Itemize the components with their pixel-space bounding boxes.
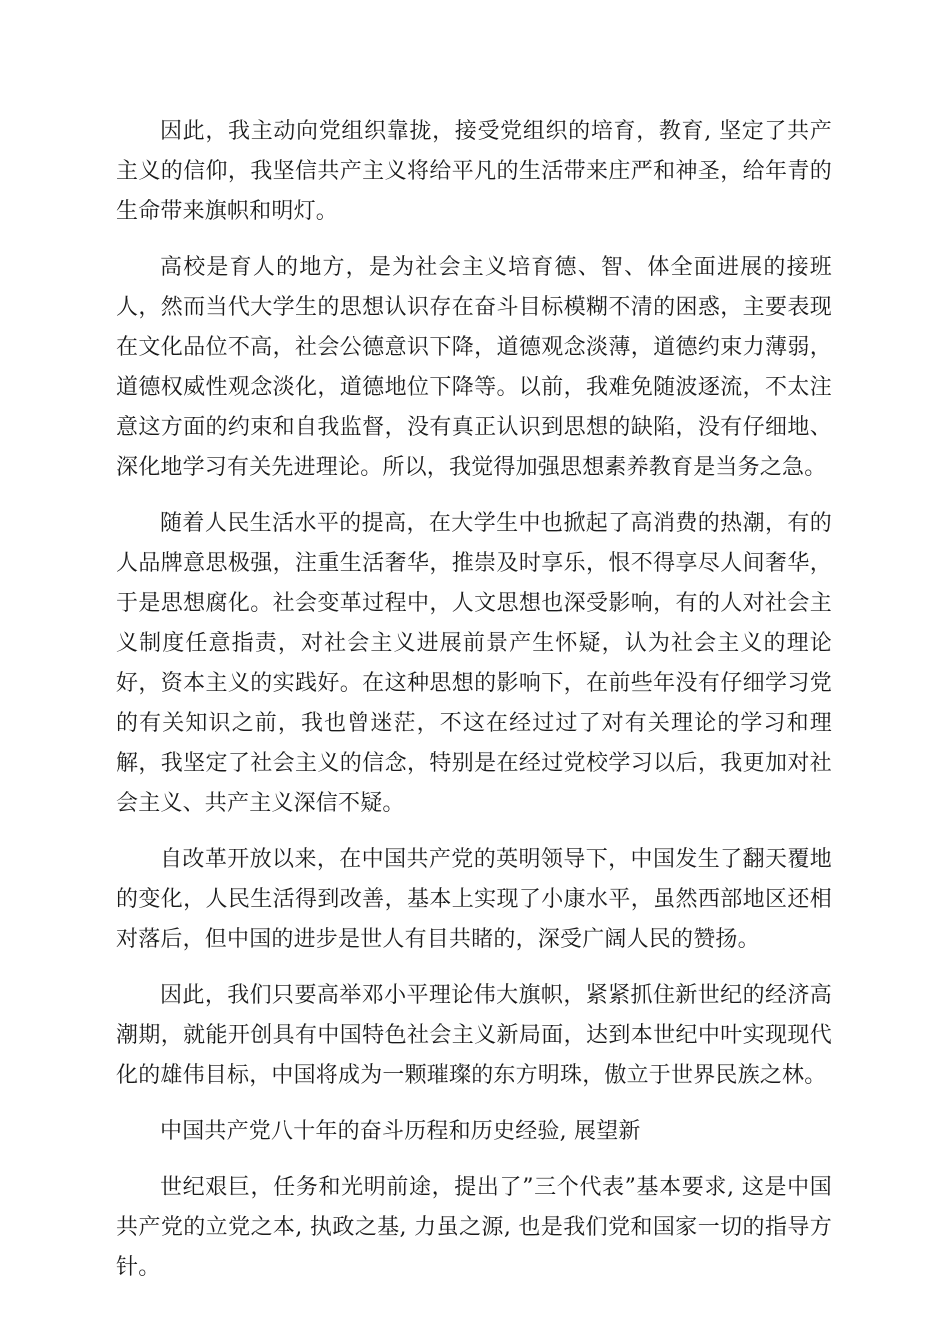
paragraph-1: 因此，我主动向党组织靠拢，接受党组织的培育，教育, 坚定了共产主义的信仰，我坚信共产主义将给平凡的生活带来庄严和神圣，给年青的生命带来旗帜和明灯。 [116,119,832,224]
paragraph-3: 随着人民生活水平的提高，在大学生中也掀起了高消费的热潮，有的人品牌意思极强，注重生活奢华，推崇及时享乐，恨不得享尽人间奢华，于是思想腐化。社会变革过程中，人文思想也深受影响，有的人对社会主义制度任意指责，对社会主义进展前景产生怀疑，认为社会主义的理论好，资本主义的实践好。在这种思想的影响下，在前些年没有仔细学习党的有关知识之前，我也曾迷茫，不这在经过过了对有关理论的学习和理解，我坚定了社会主义的信念，特别是在经过党校学习以后，我更加对社会主义、共产主义深信不疑。 [116,511,832,816]
paragraph-7: 世纪艰巨，任务和光明前途，提出了”三个代表”基本要求, 这是中国共产党的立党之本, 执政之基, 力虽之源, 也是我们党和国家一切的指导方针。 [116,1175,832,1280]
paragraph-2: 高校是育人的地方，是为社会主义培育德、智、体全面进展的接班人，然而当代大学生的思想认识存在奋斗目标模糊不清的困惑，主要表现在文化品位不高，社会公德意识下降，道德观念淡薄，道德约束力薄弱，道德权威性观念淡化，道德地位下降等。以前，我难免随波逐流，不太注意这方面的约束和自我监督，没有真正认识到思想的缺陷，没有仔细地、深化地学习有关先进理论。所以，我觉得加强思想素养教育是当务之急。 [116,255,832,480]
document-page [116,112,832,1304]
paragraph-6: 中国共产党八十年的奋斗历程和历史经验, 展望新 [160,1119,641,1144]
paragraph-4: 自改革开放以来，在中国共产党的英明领导下，中国发生了翻天覆地的变化，人民生活得到改善，基本上实现了小康水平，虽然西部地区还相对落后，但中国的进步是世人有目共睹的，深受广阔人民的赞扬。 [116,847,832,952]
paragraph-5: 因此，我们只要高举邓小平理论伟大旗帜，紧紧抓住新世纪的经济高潮期，就能开创具有中国特色社会主义新局面，达到本世纪中叶实现现代化的雄伟目标，中国将成为一颗璀璨的东方明珠，傲立于世界民族之林。 [116,983,832,1088]
